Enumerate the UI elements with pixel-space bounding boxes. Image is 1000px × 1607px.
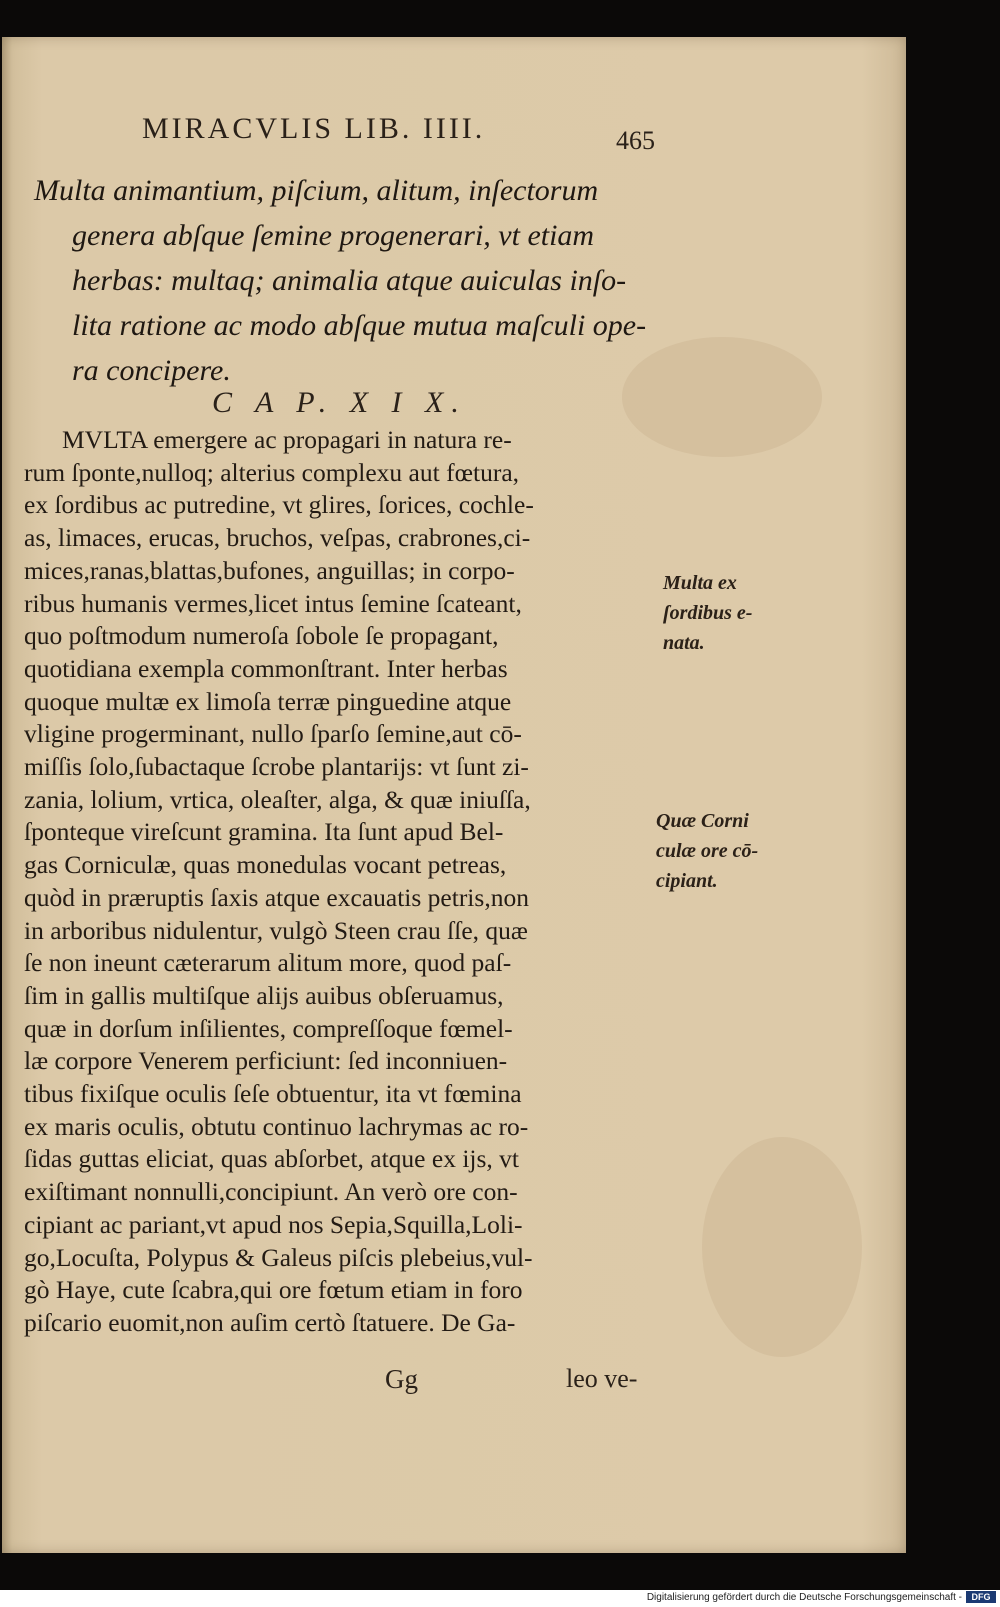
body-line: ſponteque vireſcunt gramina. Ita ſunt apud Bel- [24, 817, 504, 847]
body-line: vligine progerminant, nullo ſparſo ſemine,aut cō- [24, 719, 522, 749]
body-line: ribus humanis vermes,licet intus ſemine ſcateant, [24, 588, 522, 618]
paper-stain [702, 1137, 862, 1357]
body-line: go,Locuſta, Polypus & Galeus piſcis plebeius,vul- [24, 1242, 533, 1272]
body-line: gò Haye, cute ſcabra,qui ore fœtum etiam in foro [24, 1275, 523, 1305]
margin-note-line: Quæ Corni [656, 810, 749, 832]
body-line: piſcario euomit,non auſim certò ſtatuere. De Ga- [24, 1307, 516, 1337]
margin-note-sordibus [663, 568, 752, 658]
body-line: quo poſtmodum numeroſa ſobole ſe propagant, [24, 621, 499, 651]
summary-line: genera abſque ſemine progenerari, vt etiam [72, 219, 595, 252]
body-line: ſim in gallis multiſque alijs auibus obſeruamus, [24, 980, 504, 1010]
body-line: ſidas guttas eliciat, quas abſorbet, atque ex ijs, vt [24, 1144, 519, 1174]
margin-note-line: nata. [663, 632, 705, 654]
summary-line: ra concipere. [72, 354, 231, 387]
body-line: in arboribus nidulentur, vulgò Steen crau ſſe, quæ [24, 915, 528, 945]
body-text [24, 424, 664, 1340]
margin-note-corniculae [656, 806, 758, 896]
body-line: exiſtimant nonnulli,concipiunt. An verò ore con- [24, 1177, 518, 1207]
digitization-credit: Digitalisierung gefördert durch die Deutsche Forschungsgemeinschaft - [646, 1592, 962, 1603]
summary-line: lita ratione ac modo abſque mutua maſculi ope- [72, 309, 647, 342]
body-line: gas Corniculæ, quas monedulas vocant petreas, [24, 850, 507, 880]
body-line: cipiant ac pariant,vt apud nos Sepia,Squilla,Loli- [24, 1209, 523, 1239]
margin-note-line: culæ ore cō- [656, 840, 759, 862]
body-line: ex ſordibus ac putredine, vt glires, ſorices, cochle- [24, 490, 534, 520]
summary-line: Multa animantium, piſcium, alitum, inſectorum [34, 174, 599, 207]
margin-note-line: cipiant. [656, 870, 718, 892]
chapter-heading: C A P. X I X. [212, 386, 467, 419]
running-title: MIRACVLIS LIB. IIII. [142, 112, 486, 145]
body-line: ſe non ineunt cæterarum alitum more, quod paſ- [24, 948, 512, 978]
signature-mark: Gg [385, 1364, 418, 1394]
page-number: 465 [616, 126, 655, 155]
body-line: as, limaces, erucas, bruchos, veſpas, crabrones,ci- [24, 523, 531, 553]
body-line: zania, lolium, vrtica, oleaſter, alga, & quæ iniuſſa, [24, 784, 531, 814]
chapter-summary [34, 168, 664, 393]
body-line: quoque multæ ex limoſa terræ pinguedine atque [24, 686, 512, 716]
body-line: tibus fixiſque oculis ſeſe obtuentur, ita vt fœmina [24, 1079, 522, 1109]
margin-note-line: ſordibus e- [663, 602, 753, 624]
body-line: MVLTA emergere ac propagari in natura re- [62, 425, 512, 454]
body-line: miſſis ſolo,ſubactaque ſcrobe plantarijs: vt ſunt zi- [24, 752, 529, 782]
body-line: rum ſponte,nulloq; alterius complexu aut fœtura, [24, 457, 520, 487]
dfg-logo: DFG [966, 1591, 996, 1603]
body-line: mices,ranas,blattas,bufones, anguillas; in corpo- [24, 555, 515, 585]
body-line: quòd in præruptis ſaxis atque excauatis petris,non [24, 882, 529, 912]
body-line: quæ in dorſum inſilientes, compreſſoque fœmel- [24, 1013, 513, 1043]
catchword: leo ve- [566, 1364, 638, 1393]
body-line: læ corpore Venerem perficiunt: ſed inconniuen- [24, 1046, 508, 1076]
margin-note-line: Multa ex [663, 572, 737, 594]
body-line: quotidiana exempla commonſtrant. Inter herbas [24, 653, 508, 683]
summary-line: herbas: multaq; animalia atque auiculas inſo- [72, 264, 627, 297]
body-line: ex maris oculis, obtutu continuo lachrymas ac ro- [24, 1111, 529, 1141]
